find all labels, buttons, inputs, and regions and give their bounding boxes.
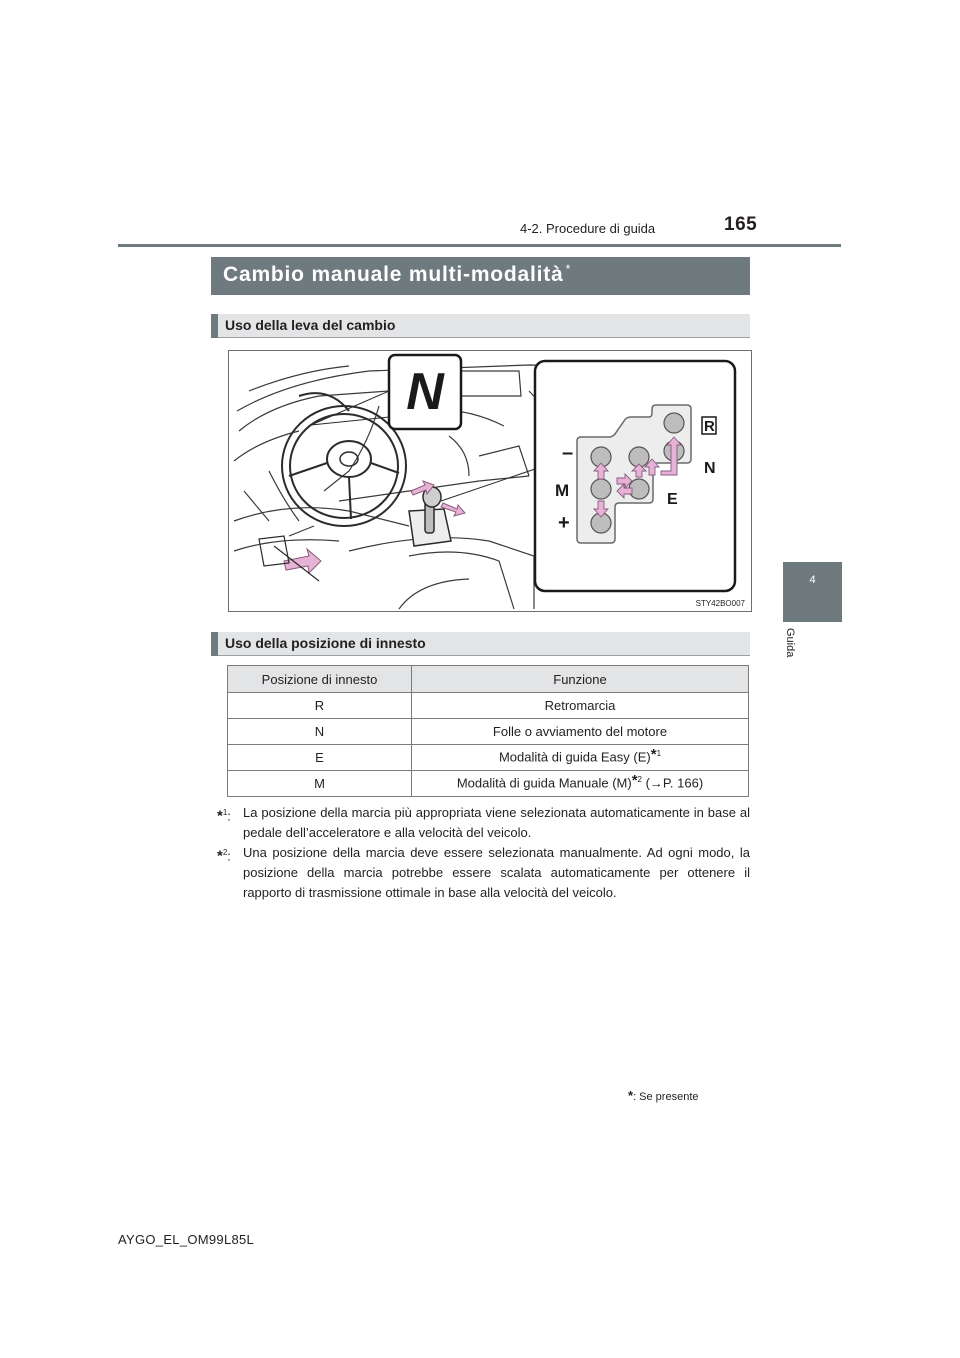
- gate-label-e: E: [667, 491, 678, 508]
- footnote-2: [217, 843, 750, 903]
- table-row: [228, 719, 749, 745]
- cell-position: E: [228, 745, 412, 771]
- chapter-tab-label: Guida: [784, 628, 796, 658]
- chapter-tab: [783, 562, 842, 622]
- function-text: Modalità di guida Manuale (M): [456, 775, 632, 791]
- subsection-title: Uso della leva del cambio: [225, 317, 396, 333]
- footnote-ref: 2: [637, 775, 642, 784]
- cell-position: N: [228, 719, 412, 745]
- footnote-1: [217, 803, 750, 843]
- function-text: Retromarcia: [544, 698, 616, 713]
- function-text: Folle o avviamento del motore: [492, 724, 668, 739]
- gate-label-n: N: [704, 460, 716, 477]
- footnote-star: *: [631, 772, 638, 789]
- footnote-marker: *$^1$:: [217, 807, 231, 825]
- footnote-star: *: [650, 746, 657, 763]
- page-reference: (→P. 166): [641, 775, 704, 791]
- optional-equipment-note: [628, 1088, 699, 1103]
- gate-label-minus: –: [562, 442, 574, 464]
- gate-label-plus: +: [558, 512, 570, 534]
- figure-code: STY42BO007: [695, 599, 745, 608]
- shift-lever-illustration: [228, 350, 752, 612]
- section-reference: 4-2. Procedure di guida: [520, 221, 656, 236]
- gate-label-r: R: [704, 418, 715, 435]
- optional-note-text: : Se presente: [633, 1091, 699, 1103]
- footnote-ref: 1: [656, 749, 662, 758]
- display-letter: N: [406, 363, 444, 421]
- cell-function: [412, 693, 749, 719]
- footnote-text: La posizione della marcia più appropriata viene selezionata automaticamente in base al pedale dell’acceleratore e alla velocità del veicolo.: [243, 805, 750, 840]
- cell-position: M: [228, 771, 412, 797]
- footnote-text: Una posizione della marcia deve essere selezionata manualmente. Ad ogni modo, la posizione della marcia potrebbe essere scalata automaticamente per ottenere il rapporto di trasmissione ottimale in base alla velocità del veicolo.: [243, 845, 750, 900]
- cell-function: [412, 745, 749, 771]
- subsection-bar: [211, 314, 218, 338]
- optional-star: *: [565, 262, 572, 276]
- gear-position-table: [227, 665, 749, 797]
- subsection-header-lever: [211, 314, 750, 338]
- chapter-tab-number: 4: [809, 574, 816, 586]
- subsection-header-gear-position: [211, 632, 750, 656]
- gate-label-m: M: [555, 481, 570, 500]
- table-row: [228, 693, 749, 719]
- column-header-position: Posizione di innesto: [228, 666, 412, 693]
- subsection-bar: [211, 632, 218, 656]
- subsection-title: Uso della posizione di innesto: [225, 635, 426, 651]
- page-title-text: Cambio manuale multi-modalità: [223, 263, 564, 286]
- table-header-row: [228, 666, 749, 693]
- cell-position: R: [228, 693, 412, 719]
- function-text: Modalità di guida Easy (E): [498, 749, 651, 765]
- table-row: [228, 771, 749, 797]
- cell-function: [412, 719, 749, 745]
- table-row: [228, 745, 749, 771]
- header-rule: [118, 244, 841, 247]
- page-title: [223, 263, 571, 287]
- footnote-marker: *$^2$:: [217, 847, 231, 865]
- column-header-function: Funzione: [412, 666, 749, 693]
- illustration-svg: [229, 351, 751, 611]
- optional-star: *: [628, 1088, 634, 1103]
- page-number: 165: [724, 214, 758, 235]
- document-code: AYGO_EL_OM99L85L: [118, 1232, 255, 1247]
- cell-function: [412, 771, 749, 797]
